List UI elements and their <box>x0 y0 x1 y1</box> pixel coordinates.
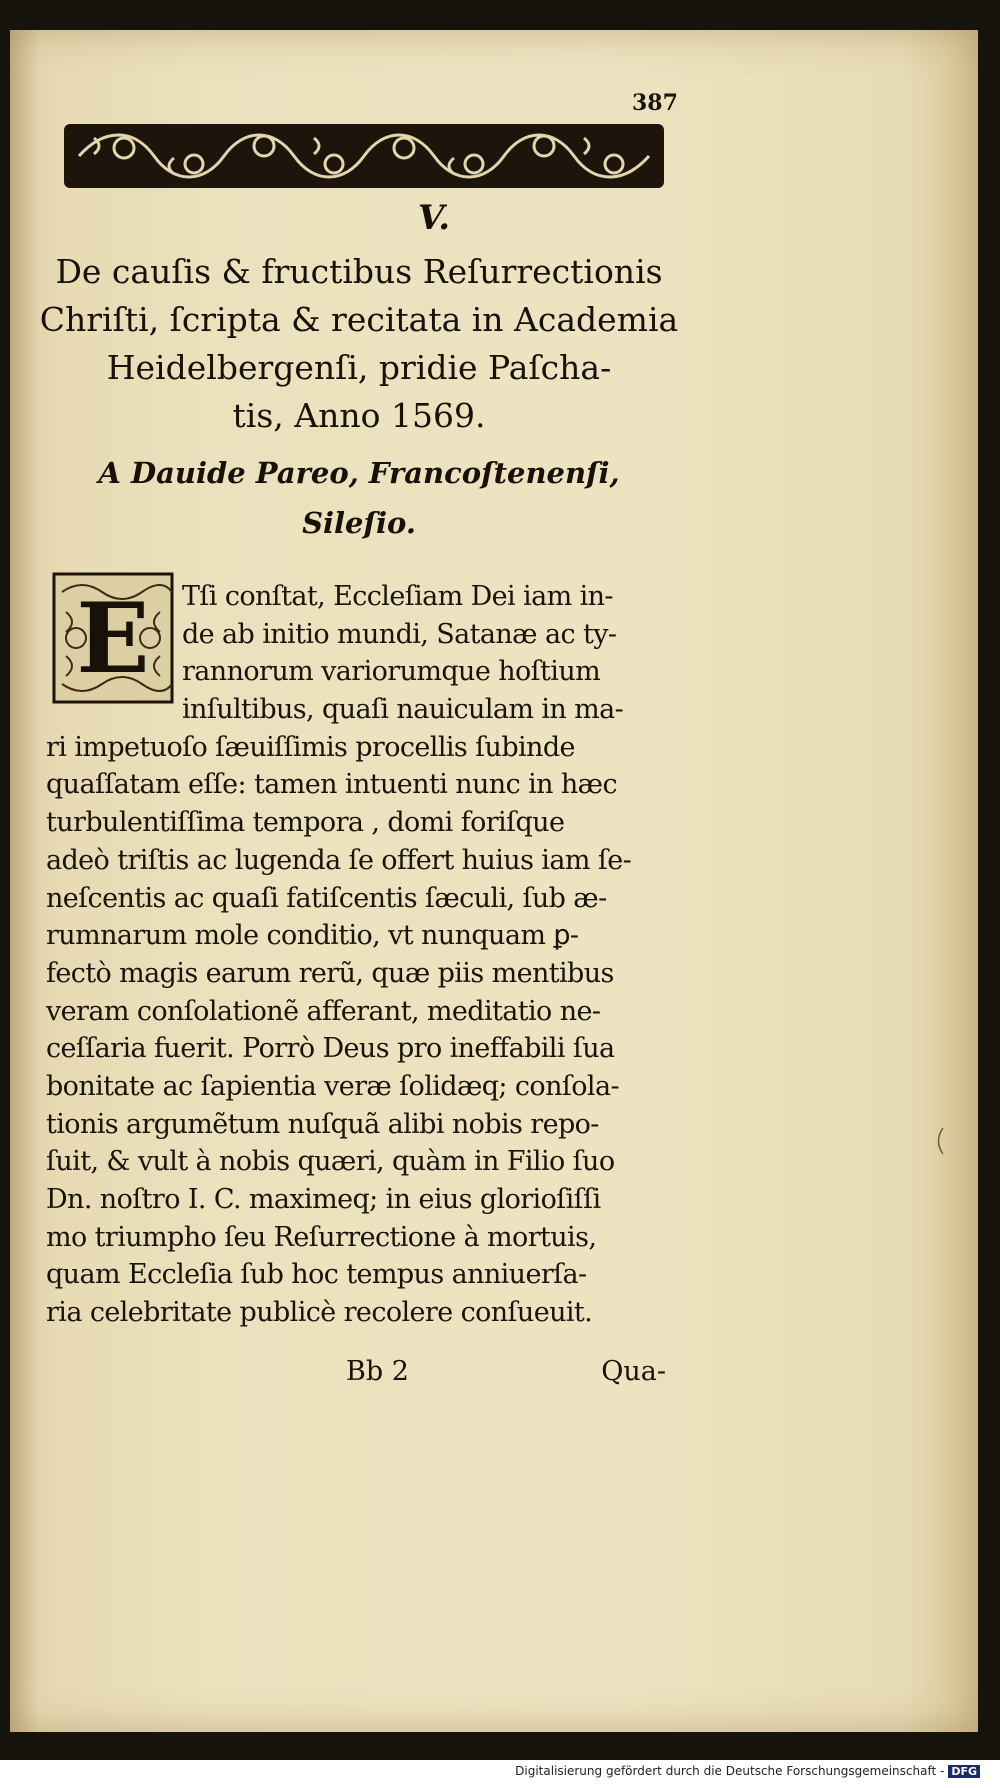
author-line: A Dauide Pareo, Francoſtenenſi, <box>98 456 620 490</box>
author-attribution <box>50 448 668 548</box>
body-line: ria celebritate publicè recolere conſueuit. <box>46 1297 593 1329</box>
body-line: mo triumpho ſeu Reſurrectione à mortuis, <box>46 1221 597 1253</box>
body-line: quam Eccleſia ſub hoc tempus anniuerſa- <box>46 1259 587 1291</box>
body-line: Tſi conſtat, Eccleſiam Dei iam in- <box>182 581 613 612</box>
body-line: rumnarum mole conditio, vt nunquam ꝑ- <box>46 920 579 952</box>
author-line: Sileſio. <box>302 506 416 540</box>
body-line: turbulentiſſima tempora , domi foriſque <box>46 807 565 839</box>
body-line: fectò magis earum rerũ, quæ piis mentibus <box>46 957 614 989</box>
title-line: Chriſti, ſcripta & recitata in Academia <box>39 300 679 339</box>
digitization-credit <box>515 1764 980 1778</box>
catchword: Qua- <box>601 1356 666 1387</box>
body-line: ri impetuoſo ſæuiſſimis procellis ſubinde <box>46 731 575 763</box>
body-line: inſultibus, quaſi nauiculam in ma- <box>182 694 624 726</box>
margin-mark <box>932 1126 946 1156</box>
body-line: rannorum variorumque hoſtium <box>182 656 601 688</box>
page-number: 387 <box>632 90 678 116</box>
title-line: tis, Anno 1569. <box>232 396 486 435</box>
dfg-logo: DFG <box>948 1765 980 1778</box>
body-line: de ab initio mundi, Satanæ ac ty- <box>182 618 617 650</box>
title-line: De cauſis & fructibus Reſurrectionis <box>55 252 663 291</box>
decorative-headpiece <box>64 118 664 194</box>
body-line: bonitate ac ſapientia veræ ſolidæq; conſola- <box>46 1070 619 1102</box>
signature-mark: Bb 2 <box>346 1356 409 1387</box>
oration-title <box>30 248 688 440</box>
initial-letter: E <box>76 582 150 695</box>
body-line: adeò triſtis ac lugenda ſe offert huius iam ſe- <box>46 844 632 876</box>
body-line: tionis argumẽtum nuſquã alibi nobis repo- <box>46 1108 599 1140</box>
body-line: neſcentis ac quaſi fatiſcentis ſæculi, ſub æ- <box>46 882 607 914</box>
credit-text: Digitalisierung gefördert durch die Deutsche Forschungsgemeinschaft - <box>515 1764 945 1778</box>
body-line: ceſſaria fuerit. Porrò Deus pro ineffabili ſua <box>46 1033 615 1065</box>
body-text <box>46 578 664 1332</box>
body-line: veram conſolationẽ afferant, meditatio ne- <box>46 995 601 1027</box>
title-line: Heidelbergenſi, pridie Paſcha- <box>106 348 612 387</box>
body-line: quaſſatam eſſe: tamen intuenti nunc in hæc <box>46 769 617 801</box>
body-line: ſuit, & vult à nobis quæri, quàm in Filio ſuo <box>46 1146 615 1178</box>
body-line: Dn. noſtro I. C. maximeq; in eius glorioſiſſi <box>46 1184 601 1215</box>
page-footer-line <box>346 1356 666 1396</box>
section-number: V. <box>417 198 451 238</box>
